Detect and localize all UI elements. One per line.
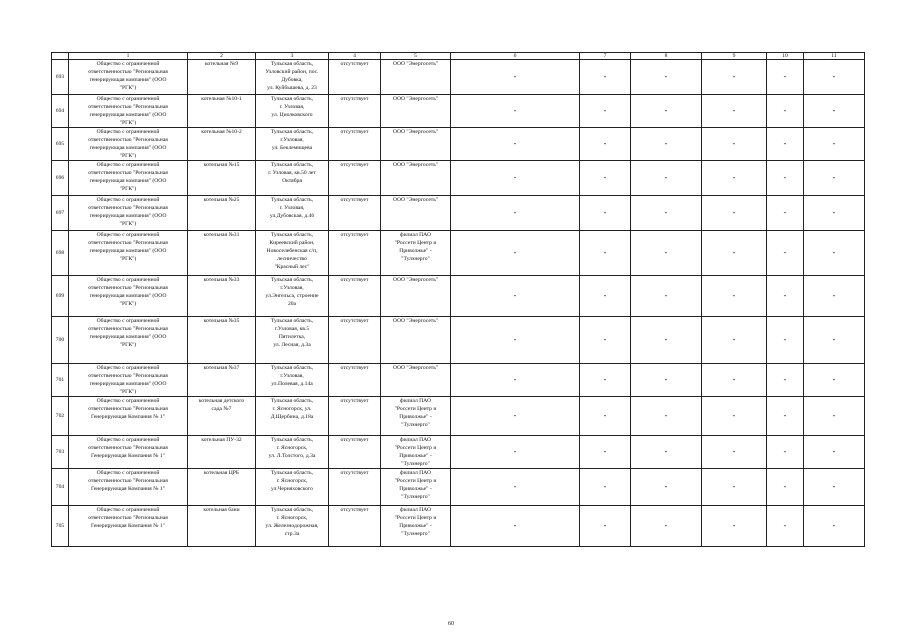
cell-col-11: - (804, 397, 865, 436)
cell-address: Тульская область, г.Узловая, кв.5 Пятилетка, ул. Лесная, д.3а (256, 317, 329, 364)
cell-col-8: - (631, 161, 702, 196)
cell-address: Тульская область, г. Ясногорск, ул.Черняховского (256, 469, 329, 506)
cell-owner: Общество с ограниченной ответственностью "Региональная генерирующая компания" (ООО "РГК") (69, 161, 188, 196)
cell-status: отсутствует (329, 95, 381, 128)
cell-status: отсутствует (329, 231, 381, 276)
cell-owner: Общество с ограниченной ответственностью "Региональная Генерирующая Компания № 1" (69, 469, 188, 506)
cell-col-10: - (767, 506, 804, 547)
cell-owner: Общество с ограниченной ответственностью "Региональная Генерирующая Компания № 1" (69, 436, 188, 469)
cell-col-8: - (631, 364, 702, 397)
cell-status: отсутствует (329, 364, 381, 397)
cell-status: отсутствует (329, 317, 381, 364)
cell-owner: Общество с ограниченной ответственностью "Региональная генерирующая компания" (ООО "РГК") (69, 276, 188, 317)
cell-org: филиал ПАО "Россети Центр и Приволжье" - "Тулэнерго" (381, 436, 451, 469)
cell-owner: Общество с ограниченной ответственностью "Региональная Генерирующая Компания № 1" (69, 397, 188, 436)
cell-col-6: - (451, 196, 580, 231)
header-cell: 2 (188, 53, 256, 60)
cell-col-9: - (702, 506, 767, 547)
cell-col-9: - (702, 317, 767, 364)
cell-col-7: - (580, 128, 631, 161)
cell-col-7: - (580, 469, 631, 506)
row-number: 701 (52, 364, 69, 397)
table-row (52, 469, 865, 506)
cell-status: отсутствует (329, 128, 381, 161)
cell-col-8: - (631, 95, 702, 128)
header-row (52, 53, 865, 60)
cell-org: ООО "Энергосеть" (381, 364, 451, 397)
cell-org: ООО "Энергосеть" (381, 317, 451, 364)
cell-object: котельная №9 (188, 60, 256, 95)
cell-col-11: - (804, 469, 865, 506)
header-cell: 10 (767, 53, 804, 60)
cell-address: Тульская область, Узловский район, пос. Дубовка, ул. Куйбышева, д. 23 (256, 60, 329, 95)
cell-col-7: - (580, 317, 631, 364)
cell-col-7: - (580, 276, 631, 317)
cell-col-11: - (804, 364, 865, 397)
cell-address: Тульская область, г. Ясногорск, ул. Д.Щербина, д.18а (256, 397, 329, 436)
cell-col-6: - (451, 397, 580, 436)
cell-col-10: - (767, 436, 804, 469)
cell-col-10: - (767, 60, 804, 95)
cell-col-11: - (804, 161, 865, 196)
cell-col-7: - (580, 231, 631, 276)
cell-address: Тульская область, г.Узловая, ул.Энгельса, строение 20а (256, 276, 329, 317)
page-number: 60 (448, 621, 454, 627)
cell-status: отсутствует (329, 60, 381, 95)
row-number: 697 (52, 196, 69, 231)
cell-col-6: - (451, 231, 580, 276)
cell-col-6: - (451, 436, 580, 469)
cell-col-11: - (804, 196, 865, 231)
header-cell: 4 (329, 53, 381, 60)
cell-org: ООО "Энергосеть" (381, 196, 451, 231)
cell-address: Тульская область, г.Узловая, ул.Полевая, д.14а (256, 364, 329, 397)
cell-org: филиал ПАО "Россети Центр и Приволжье" - "Тулэнерго" (381, 506, 451, 547)
header-cell: 6 (451, 53, 580, 60)
cell-col-8: - (631, 128, 702, 161)
cell-col-8: - (631, 276, 702, 317)
cell-col-11: - (804, 95, 865, 128)
cell-object: котельная №37 (188, 364, 256, 397)
cell-col-9: - (702, 469, 767, 506)
cell-col-7: - (580, 436, 631, 469)
table-row (52, 161, 865, 196)
cell-org: ООО "Энергосеть" (381, 95, 451, 128)
cell-col-11: - (804, 506, 865, 547)
cell-object: котельная №33 (188, 276, 256, 317)
cell-col-9: - (702, 196, 767, 231)
cell-col-10: - (767, 95, 804, 128)
registry-table (51, 52, 865, 547)
cell-object: котельная ПУ-32 (188, 436, 256, 469)
cell-owner: Общество с ограниченной ответственностью "Региональная генерирующая компания" (ООО "РГК") (69, 128, 188, 161)
cell-owner: Общество с ограниченной ответственностью "Региональная генерирующая компания" (ООО "РГК") (69, 95, 188, 128)
cell-col-7: - (580, 506, 631, 547)
header-cell: 3 (256, 53, 329, 60)
cell-col-11: - (804, 231, 865, 276)
cell-col-11: - (804, 128, 865, 161)
cell-col-8: - (631, 469, 702, 506)
row-number: 699 (52, 276, 69, 317)
cell-col-6: - (451, 364, 580, 397)
cell-owner: Общество с ограниченной ответственностью "Региональная генерирующая компания" (ООО "РГК") (69, 196, 188, 231)
cell-col-10: - (767, 128, 804, 161)
cell-col-8: - (631, 196, 702, 231)
cell-col-8: - (631, 436, 702, 469)
cell-col-9: - (702, 95, 767, 128)
cell-status: отсутствует (329, 196, 381, 231)
cell-object: котельная №10-1 (188, 95, 256, 128)
cell-owner: Общество с ограниченной ответственностью "Региональная генерирующая компания" (ООО "РГК") (69, 231, 188, 276)
table-row (52, 436, 865, 469)
cell-org: ООО "Энергосеть" (381, 128, 451, 161)
cell-col-9: - (702, 128, 767, 161)
table-row (52, 128, 865, 161)
cell-address: Тульская область, г. Узловая, ул. Циолковского (256, 95, 329, 128)
row-number: 702 (52, 397, 69, 436)
cell-col-8: - (631, 231, 702, 276)
cell-col-6: - (451, 506, 580, 547)
cell-status: отсутствует (329, 161, 381, 196)
cell-status: отсутствует (329, 436, 381, 469)
cell-col-10: - (767, 317, 804, 364)
cell-owner: Общество с ограниченной ответственностью "Региональная генерирующая компания" (ООО "РГК") (69, 364, 188, 397)
header-cell: 5 (381, 53, 451, 60)
cell-status: отсутствует (329, 276, 381, 317)
cell-col-8: - (631, 506, 702, 547)
cell-col-7: - (580, 60, 631, 95)
cell-col-9: - (702, 364, 767, 397)
cell-col-9: - (702, 276, 767, 317)
cell-owner: Общество с ограниченной ответственностью "Региональная генерирующая компания" (ООО "РГК") (69, 317, 188, 364)
cell-col-11: - (804, 60, 865, 95)
cell-object: котельная №15 (188, 161, 256, 196)
cell-col-6: - (451, 469, 580, 506)
cell-col-11: - (804, 436, 865, 469)
table-row (52, 397, 865, 436)
cell-org: филиал ПАО "Россети Центр и Приволжье" - "Тулэнерго" (381, 231, 451, 276)
cell-address: Тульская область, г. Узловая, ул.Дубовская, д.46 (256, 196, 329, 231)
cell-col-8: - (631, 60, 702, 95)
header-cell: 7 (580, 53, 631, 60)
cell-col-7: - (580, 161, 631, 196)
cell-col-6: - (451, 161, 580, 196)
cell-object: котельная бани (188, 506, 256, 547)
cell-col-9: - (702, 161, 767, 196)
cell-col-6: - (451, 317, 580, 364)
cell-col-10: - (767, 276, 804, 317)
cell-col-10: - (767, 161, 804, 196)
cell-col-9: - (702, 397, 767, 436)
row-number: 693 (52, 60, 69, 95)
cell-col-8: - (631, 397, 702, 436)
row-number: 694 (52, 95, 69, 128)
row-number: 695 (52, 128, 69, 161)
cell-col-6: - (451, 95, 580, 128)
row-number: 696 (52, 161, 69, 196)
cell-org: ООО "Энергосеть" (381, 60, 451, 95)
cell-col-9: - (702, 231, 767, 276)
cell-org: филиал ПАО "Россети Центр и Приволжье" - "Тулэнерго" (381, 469, 451, 506)
row-number: 705 (52, 506, 69, 547)
cell-col-6: - (451, 60, 580, 95)
cell-col-7: - (580, 364, 631, 397)
registry-sheet (51, 52, 865, 547)
cell-address: Тульская область, г. Ясногорск, ул. Л.Толстого, д.3а (256, 436, 329, 469)
cell-col-10: - (767, 231, 804, 276)
cell-address: Тульская область, г.Узловая, ул. Беклемищева (256, 128, 329, 161)
cell-col-10: - (767, 364, 804, 397)
cell-col-11: - (804, 276, 865, 317)
cell-col-10: - (767, 196, 804, 231)
table-row (52, 231, 865, 276)
table-row (52, 317, 865, 364)
cell-col-6: - (451, 128, 580, 161)
row-number: 700 (52, 317, 69, 364)
header-cell-empty (52, 53, 69, 60)
cell-col-11: - (804, 317, 865, 364)
cell-org: ООО "Энергосеть" (381, 276, 451, 317)
table-row (52, 506, 865, 547)
cell-address: Тульская область, г. Узловая, кв.50 лет Октября (256, 161, 329, 196)
cell-col-7: - (580, 397, 631, 436)
table-row (52, 364, 865, 397)
cell-object: котельная детского сада №7 (188, 397, 256, 436)
header-cell: 9 (702, 53, 767, 60)
row-number: 704 (52, 469, 69, 506)
cell-col-6: - (451, 276, 580, 317)
cell-col-10: - (767, 397, 804, 436)
table-row (52, 95, 865, 128)
header-cell: 11 (804, 53, 865, 60)
cell-object: котельная №35 (188, 317, 256, 364)
table-row (52, 60, 865, 95)
cell-status: отсутствует (329, 397, 381, 436)
cell-owner: Общество с ограниченной ответственностью "Региональная генерирующая компания" (ООО "РГК") (69, 60, 188, 95)
cell-object: котельная №31 (188, 231, 256, 276)
cell-org: филиал ПАО "Россети Центр и Приволжье" - "Тулэнерго" (381, 397, 451, 436)
header-cell: 8 (631, 53, 702, 60)
cell-col-7: - (580, 196, 631, 231)
cell-status: отсутствует (329, 506, 381, 547)
cell-org: ООО "Энергосеть" (381, 161, 451, 196)
cell-col-7: - (580, 95, 631, 128)
cell-object: котельная №25 (188, 196, 256, 231)
row-number: 698 (52, 231, 69, 276)
row-number: 703 (52, 436, 69, 469)
table-row (52, 276, 865, 317)
header-cell: 1 (69, 53, 188, 60)
cell-col-9: - (702, 60, 767, 95)
registry-table-body (52, 53, 865, 547)
cell-status: отсутствует (329, 469, 381, 506)
cell-address: Тульская область, Киреевский район, Новоселебенская с/п, лесничество "Красный лес" (256, 231, 329, 276)
cell-owner: Общество с ограниченной ответственностью "Региональная Генерирующая Компания № 1" (69, 506, 188, 547)
cell-col-8: - (631, 317, 702, 364)
cell-col-9: - (702, 436, 767, 469)
cell-object: котельная №10-2 (188, 128, 256, 161)
cell-address: Тульская область, г. Ясногорск, ул. Железнодорожная, стр.3а (256, 506, 329, 547)
cell-object: котельная ЦРБ (188, 469, 256, 506)
table-row (52, 196, 865, 231)
cell-col-10: - (767, 469, 804, 506)
